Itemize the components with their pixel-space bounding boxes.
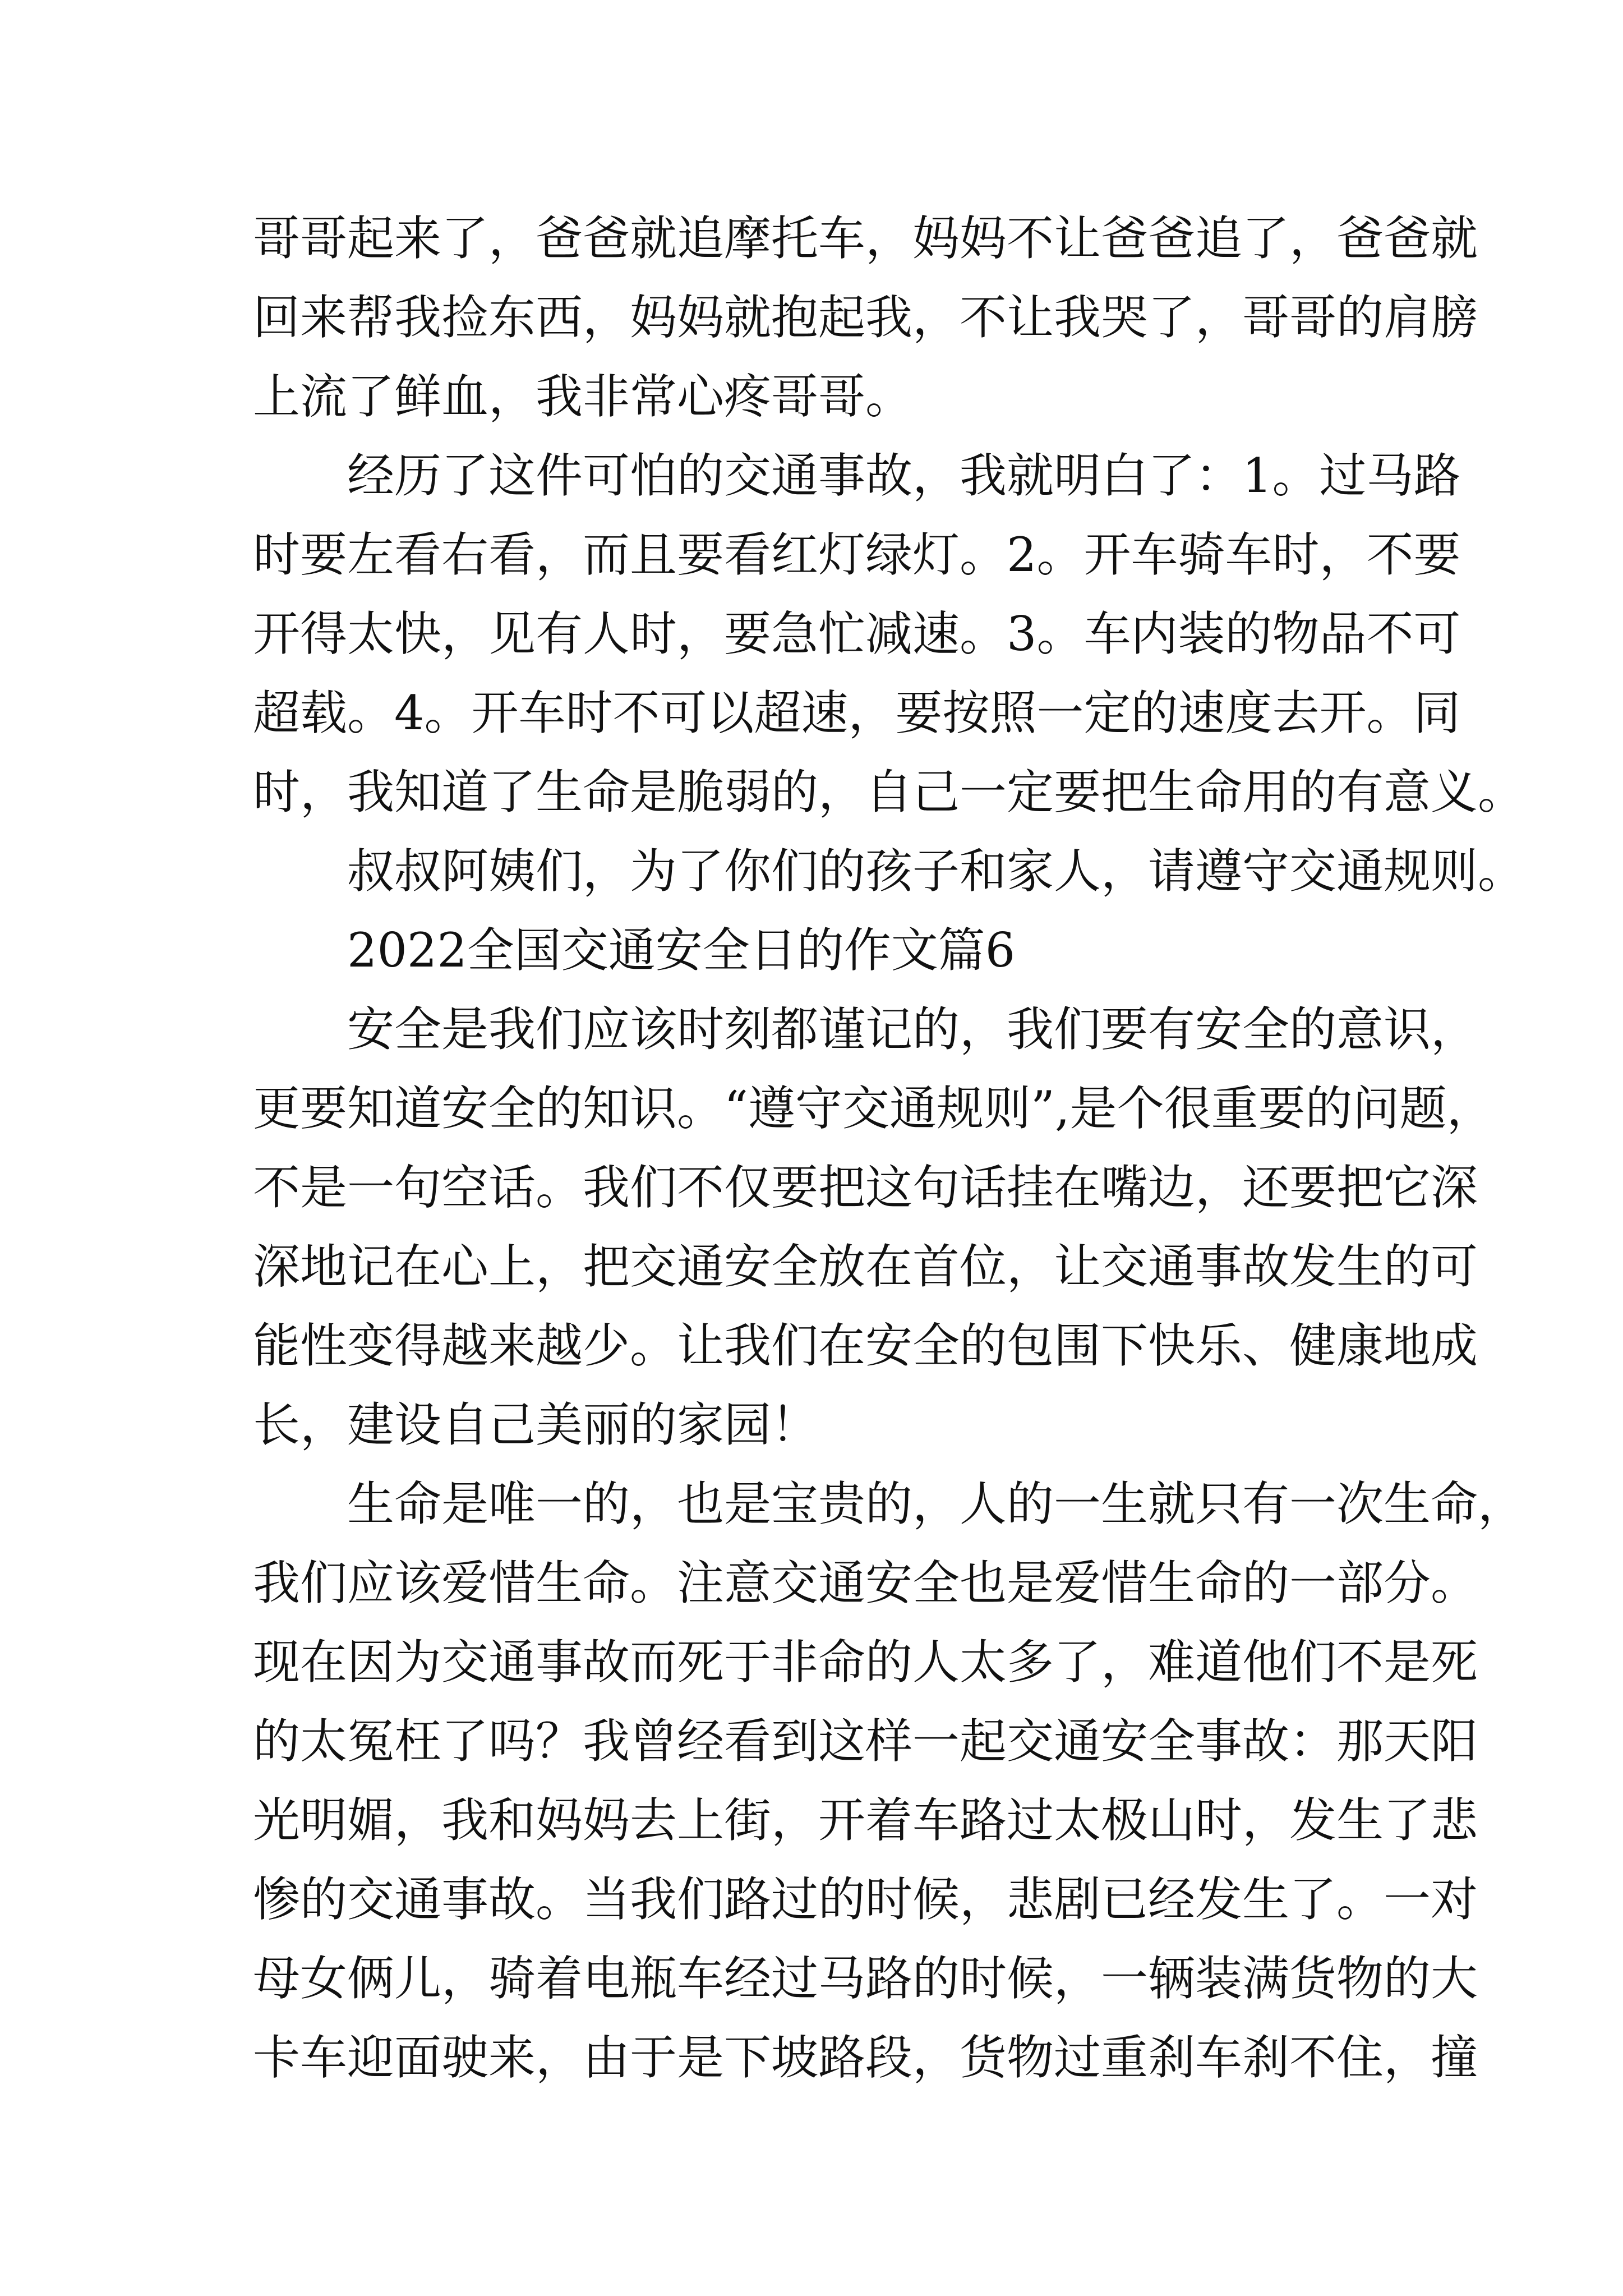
paragraph-line: 生命是唯一的，也是宝贵的，人的一生就只有一次生命， [347, 1476, 1525, 1531]
paragraph-line: 哥哥起来了，爸爸就追摩托车，妈妈不让爸爸追了，爸爸就 [253, 211, 1478, 266]
paragraph-line: 惨的交通事故。当我们路过的时候，悲剧已经发生了。一对 [253, 1872, 1478, 1927]
paragraph-line: 叔叔阿姨们，为了你们的孩子和家人，请遵守交通规则。 [347, 844, 1525, 899]
paragraph-line: 现在因为交通事故而死于非命的人太多了，难道他们不是死 [253, 1635, 1478, 1690]
paragraph-line: 光明媚，我和妈妈去上街，开着车路过太极山时，发生了悲 [253, 1793, 1478, 1848]
paragraph-line: 更要知道安全的知识。“遵守交通规则”,是个很重要的问题， [253, 1081, 1494, 1136]
paragraph-line: 母女俩儿，骑着电瓶车经过马路的时候，一辆装满货物的大 [253, 1951, 1478, 2006]
paragraph-line: 时要左看右看，而且要看红灯绿灯。2。开车骑车时，不要 [253, 527, 1461, 582]
paragraph-line: 开得太快，见有人时，要急忙减速。3。车内装的物品不可 [253, 606, 1461, 661]
paragraph-line: 深地记在心上，把交通安全放在首位，让交通事故发生的可 [253, 1239, 1478, 1294]
paragraph-line: 经历了这件可怕的交通事故，我就明白了：1。过马路 [347, 448, 1461, 503]
paragraph-line: 长，建设自己美丽的家园！ [253, 1397, 819, 1452]
section-heading: 2022全国交通安全日的作文篇6 [347, 923, 1016, 978]
paragraph-line: 不是一句空话。我们不仅要把这句话挂在嘴边，还要把它深 [253, 1160, 1478, 1215]
paragraph-line: 超载。4。开车时不可以超速，要按照一定的速度去开。同 [253, 685, 1461, 740]
paragraph-line: 回来帮我捡东西，妈妈就抱起我，不让我哭了，哥哥的肩膀 [253, 290, 1478, 345]
paragraph-line: 能性变得越来越少。让我们在安全的包围下快乐、健康地成 [253, 1318, 1478, 1373]
paragraph-line: 安全是我们应该时刻都谨记的，我们要有安全的意识， [347, 1002, 1478, 1057]
paragraph-line: 卡车迎面驶来，由于是下坡路段，货物过重刹车刹不住，撞 [253, 2030, 1478, 2085]
paragraph-line: 我们应该爱惜生命。注意交通安全也是爱惜生命的一部分。 [253, 1556, 1478, 1611]
paragraph-line: 的太冤枉了吗？我曾经看到这样一起交通安全事故：那天阳 [253, 1714, 1478, 1769]
document-body [253, 199, 1525, 2097]
paragraph-line: 时，我知道了生命是脆弱的，自己一定要把生命用的有意义。 [253, 765, 1525, 820]
paragraph-line: 上流了鲜血，我非常心疼哥哥。 [253, 369, 913, 424]
